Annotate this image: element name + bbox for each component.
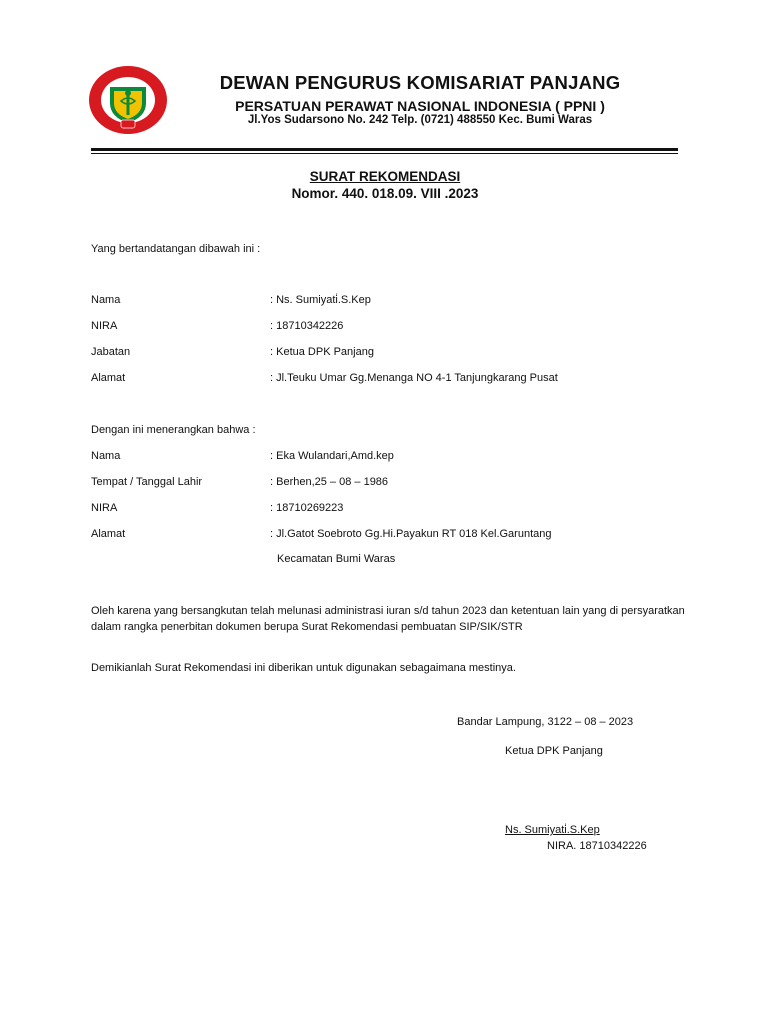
signer-address-value: : Jl.Teuku Umar Gg.Menanga NO 4-1 Tanjungkarang Pusat <box>270 372 558 384</box>
intro-text: Yang bertandatangan dibawah ini : <box>91 243 261 255</box>
subject-birth-label: Tempat / Tanggal Lahir <box>91 476 203 488</box>
signer-name-label: Nama <box>91 294 121 306</box>
subject-nira-value: : 18710269223 <box>270 502 344 514</box>
subject-name-label: Nama <box>91 450 121 462</box>
signer-position-value: : Ketua DPK Panjang <box>270 346 374 358</box>
subject-address-value: : Jl.Gatot Soebroto Gg.Hi.Payakun RT 018 Kel.Garuntang <box>270 528 552 540</box>
signer-nira-value: : 18710342226 <box>270 320 344 332</box>
subject-address-continued: Kecamatan Bumi Waras <box>277 553 396 565</box>
body-paragraph: Oleh karena yang bersangkutan telah melunasi administrasi iuran s/d tahun 2023 dan ketentuan lain yang di persyaratkan dalam rangka penerbitan dokumen berupa Surat Rekomendasi pembuatan SIP/SIK/STR <box>91 605 685 633</box>
organization-title: DEWAN PENGURUS KOMISARIAT PANJANG <box>219 72 621 93</box>
signer-position: Ketua DPK Panjang <box>505 745 603 757</box>
organization-subtitle: PERSATUAN PERAWAT NASIONAL INDONESIA ( PPNI ) <box>235 98 605 114</box>
signer-nira: NIRA. 18710342226 <box>547 840 647 852</box>
ppni-logo <box>88 65 168 135</box>
header-divider-thick <box>91 148 678 151</box>
signer-name: Ns. Sumiyati̇.S.Kep <box>505 824 600 836</box>
place-date: Bandar Lampung, 3122 – 08 – 2023 <box>457 716 634 728</box>
document-title: SURAT REKOMENDASI <box>309 169 461 184</box>
signer-position-label: Jabatan <box>91 346 131 358</box>
document-number: Nomor. 440. 018.09. VIII .2023 <box>291 186 479 201</box>
organization-address: Jl.Yos Sudarsono No. 242 Telp. (0721) 488550 Kec. Bumi Waras <box>247 114 593 126</box>
subject-birth-value: : Berhen,25 – 08 – 1986 <box>270 476 389 488</box>
subject-nira-label: NIRA <box>91 502 118 514</box>
signer-nira-label: NIRA <box>91 320 118 332</box>
subject-name-value: : Eka Wulandari,Amd.kep <box>270 450 394 462</box>
header-divider-thin <box>91 153 678 154</box>
signer-address-label: Alamat <box>91 372 126 384</box>
subject-address-label: Alamat <box>91 528 126 540</box>
declaration-text: Dengan ini menerangkan bahwa : <box>91 424 256 436</box>
signer-name-value: : Ns. Sumiyati̇.S.Kep <box>270 294 371 306</box>
closing-text: Demikianlah Surat Rekomendasi ini diberikan untuk digunakan sebagaimana mestinya. <box>91 662 516 674</box>
